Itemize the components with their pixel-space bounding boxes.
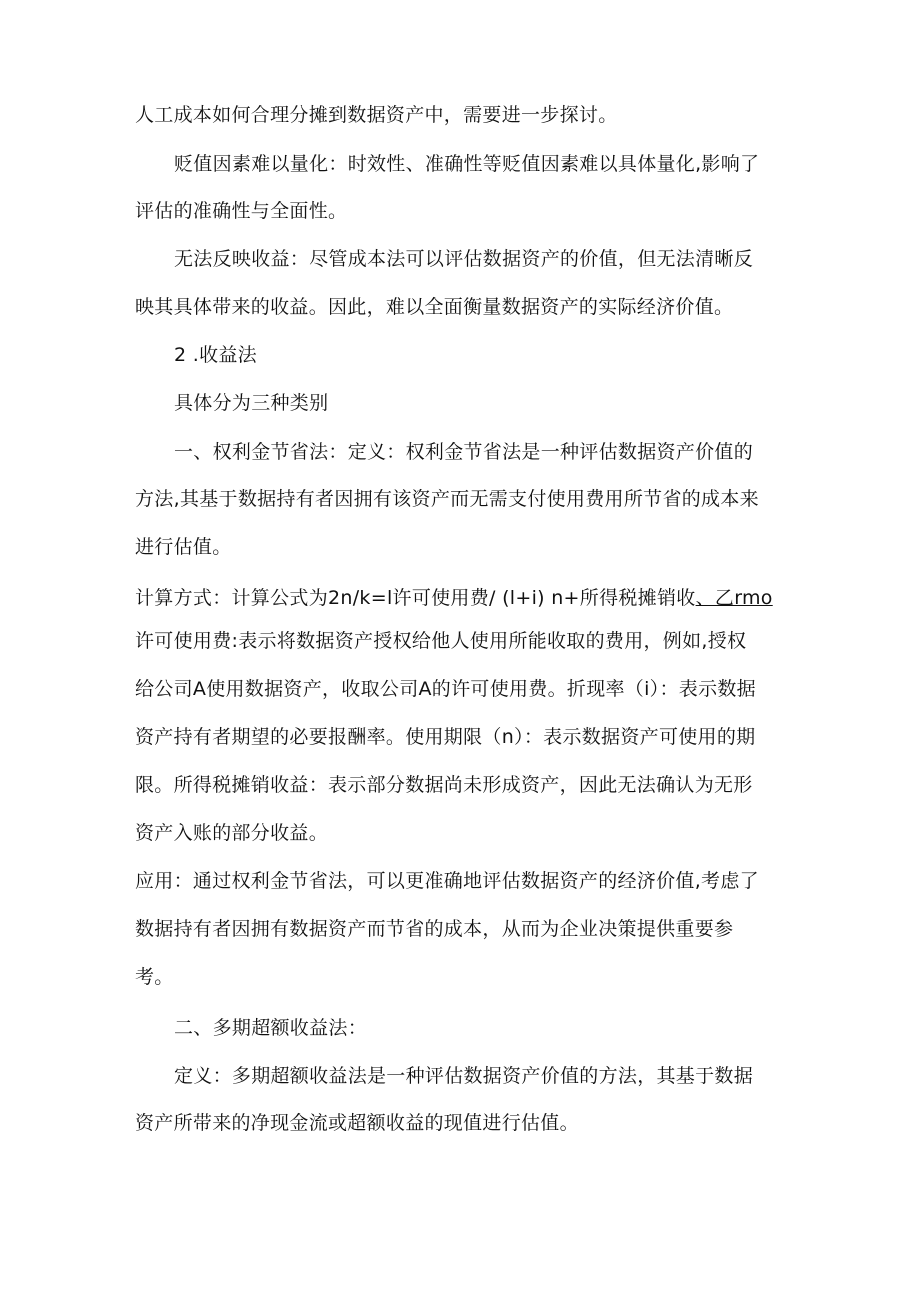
text-line: 进行估值。 xyxy=(135,536,232,558)
text-line: 许可使用费:表示将数据资产授权给他人使用所能收取的费用，例如,授权 xyxy=(135,630,747,652)
text-line: 方法,其基于数据持有者因拥有该资产而无需支付使用费用所节省的成本来 xyxy=(135,488,759,510)
text-line: 应用：通过权利金节省法，可以更准确地评估数据资产的经济价值,考虑了 xyxy=(135,870,759,892)
text-line: 无法反映收益：尽管成本法可以评估数据资产的价值，但无法清晰反 xyxy=(174,248,754,270)
text-line: 一、权利金节省法：定义：权利金节省法是一种评估数据资产价值的 xyxy=(174,441,754,463)
formula-line xyxy=(135,586,773,610)
text-line: 人工成本如何合理分摊到数据资产中，需要进一步探讨。 xyxy=(135,104,618,126)
text-line: 评估的准确性与全面性。 xyxy=(135,200,348,222)
formula-text: 计算方式：计算公式为2n∕k=l许可使用费/ (l+i) n+所得税摊销收 xyxy=(135,587,696,609)
section-heading: 二、多期超额收益法： xyxy=(174,1017,368,1039)
text-line: 给公司A使用数据资产，收取公司A的许可使用费。折现率（i）：表示数据 xyxy=(135,678,756,700)
text-line: 考。 xyxy=(135,966,174,988)
section-heading: 2 .收益法 xyxy=(174,344,257,366)
formula-underlined-text: 、乙rmo xyxy=(695,587,773,609)
text-line: 数据持有者因拥有数据资产而节省的成本，从而为企业决策提供重要参 xyxy=(135,918,734,940)
text-line: 资产持有者期望的必要报酬率。使用期限（n）：表示数据资产可使用的期 xyxy=(135,726,756,748)
text-line: 定义：多期超额收益法是一种评估数据资产价值的方法，其基于数据 xyxy=(174,1065,754,1087)
text-line: 贬值因素难以量化：时效性、准确性等贬值因素难以具体量化,影响了 xyxy=(174,153,760,175)
text-line: 限。所得税摊销收益：表示部分数据尚未形成资产，因此无法确认为无形 xyxy=(135,774,753,796)
text-line: 映其具体带来的收益。因此，难以全面衡量数据资产的实际经济价值。 xyxy=(135,296,734,318)
text-line: 具体分为三种类别 xyxy=(174,392,329,414)
text-line: 资产所带来的净现金流或超额收益的现值进行估值。 xyxy=(135,1112,579,1134)
text-line: 资产入账的部分收益。 xyxy=(135,822,329,844)
